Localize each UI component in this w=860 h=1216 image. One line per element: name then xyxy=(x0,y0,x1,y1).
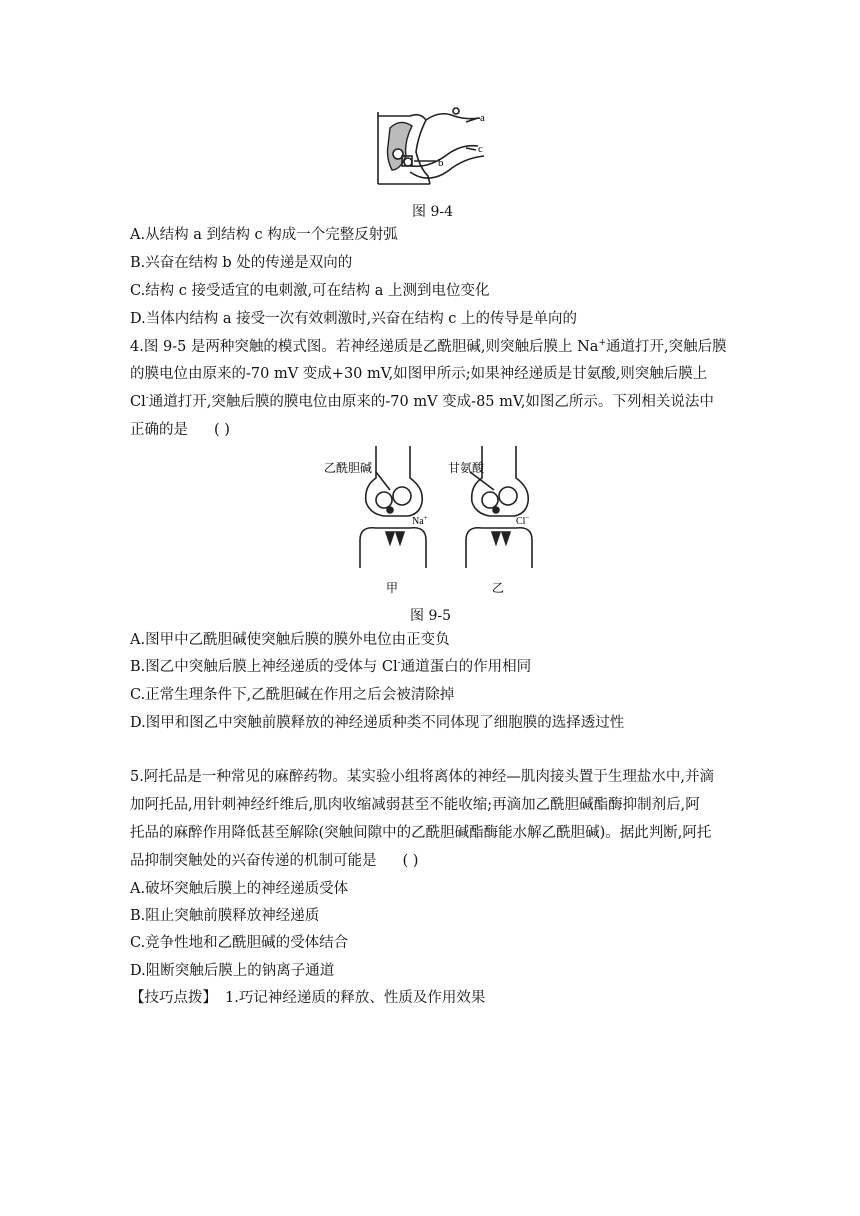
q4-option-b-text: 通道蛋白的作用相同 xyxy=(400,659,532,675)
q4-stem-line-3 xyxy=(130,392,714,412)
q4-stem-line-1 xyxy=(130,337,727,357)
q5-option-c: C.竞争性地和乙酰胆碱的受体结合 xyxy=(130,935,349,951)
q4-option-b-text: B.图乙中突触后膜上神经递质的受体与 Cl xyxy=(130,659,398,675)
figure-label-a: a xyxy=(480,112,485,124)
cl-ion-sup: − xyxy=(525,514,530,522)
figure-label-b: b xyxy=(438,157,444,169)
cl-ion-label xyxy=(516,514,529,527)
na-ion-text: Na xyxy=(412,516,424,527)
cl-superscript: - xyxy=(145,393,149,404)
na-ion-sup: + xyxy=(423,514,428,522)
figure-label-c: c xyxy=(478,143,483,155)
figure-caption-9-5: 图 9-5 xyxy=(410,608,451,624)
q5-stem-line-1: 5.阿托品是一种常见的麻醉药物。某实验小组将离体的神经—肌肉接头置于生理盐水中,并滴 xyxy=(130,769,714,785)
q4-stem-text: 通道打开,突触后膜 xyxy=(606,339,727,355)
answer-paren: ( ) xyxy=(214,422,230,438)
figure-caption-9-4: 图 9-4 xyxy=(412,204,453,220)
q3-option-c: C.结构 c 接受适宜的电刺激,可在结构 a 上测到电位变化 xyxy=(130,283,490,299)
q4-stem-text: 正确的是 xyxy=(130,422,188,438)
q5-stem-text: 品抑制突触处的兴奋传递的机制可能是 xyxy=(130,853,377,869)
q5-stem-line-3: 托品的麻醉作用降低甚至解除(突触间隙中的乙酰胆碱酯酶能水解乙酰胆碱)。据此判断,阿托 xyxy=(130,825,712,841)
acetylcholine-label: 乙酰胆碱 xyxy=(324,461,373,475)
q5-option-a: A.破坏突触后膜上的神经递质受体 xyxy=(130,881,349,897)
tip-line xyxy=(130,988,485,1008)
na-superscript: + xyxy=(598,338,606,349)
q4-stem-text: 4.图 9-5 是两种突触的模式图。若神经递质是乙酰胆碱,则突触后膜上 Na xyxy=(130,339,599,355)
q4-stem-text: Cl xyxy=(130,394,146,410)
panel-label-jia: 甲 xyxy=(386,581,399,595)
q5-stem-line-2: 加阿托品,用针刺神经纤维后,肌肉收缩减弱甚至不能收缩;再滴加乙酰胆碱酯酶抑制剂后,阿 xyxy=(130,797,700,813)
na-ion-label xyxy=(412,514,428,527)
tip-label: 【技巧点拨】 xyxy=(130,990,217,1006)
q3-option-b: B.兴奋在结构 b 处的传递是双向的 xyxy=(130,255,353,271)
q5-stem-line-4 xyxy=(130,851,445,871)
q3-option-d: D.当体内结构 a 接受一次有效刺激时,兴奋在结构 c 上的传导是单向的 xyxy=(130,311,578,327)
q4-option-c: C.正常生理条件下,乙酰胆碱在作用之后会被清除掉 xyxy=(130,687,455,703)
q4-stem-line-4 xyxy=(130,420,256,440)
q5-option-b: B.阻止突触前膜释放神经递质 xyxy=(130,908,320,924)
cl-ion-text: Cl xyxy=(516,516,526,527)
tip-text: 1.巧记神经递质的释放、性质及作用效果 xyxy=(225,990,486,1006)
q4-option-d: D.图甲和图乙中突触前膜释放的神经递质种类不同体现了细胞膜的选择透过性 xyxy=(130,715,625,731)
q5-option-d: D.阻断突触后膜上的钠离子通道 xyxy=(130,963,335,979)
q3-option-a: A.从结构 a 到结构 c 构成一个完整反射弧 xyxy=(130,227,398,243)
glycine-label: 甘氨酸 xyxy=(448,461,485,475)
q4-stem-line-2: 的膜电位由原来的-70 mV 变成+30 mV,如图甲所示;如果神经递质是甘氨酸,则突触后膜上 xyxy=(130,366,708,382)
q4-stem-text: 通道打开,突触后膜的膜电位由原来的-70 mV 变成-85 mV,如图乙所示。下列相关说法中 xyxy=(148,394,714,410)
q4-option-b xyxy=(130,657,531,677)
synapse-figure xyxy=(318,444,548,596)
reflex-arc-figure xyxy=(370,106,495,192)
panel-label-yi: 乙 xyxy=(492,581,505,595)
answer-paren: ( ) xyxy=(402,853,419,869)
q4-option-a: A.图甲中乙酰胆碱使突触后膜的膜外电位由正变负 xyxy=(130,632,450,648)
cl-superscript: - xyxy=(397,658,401,669)
